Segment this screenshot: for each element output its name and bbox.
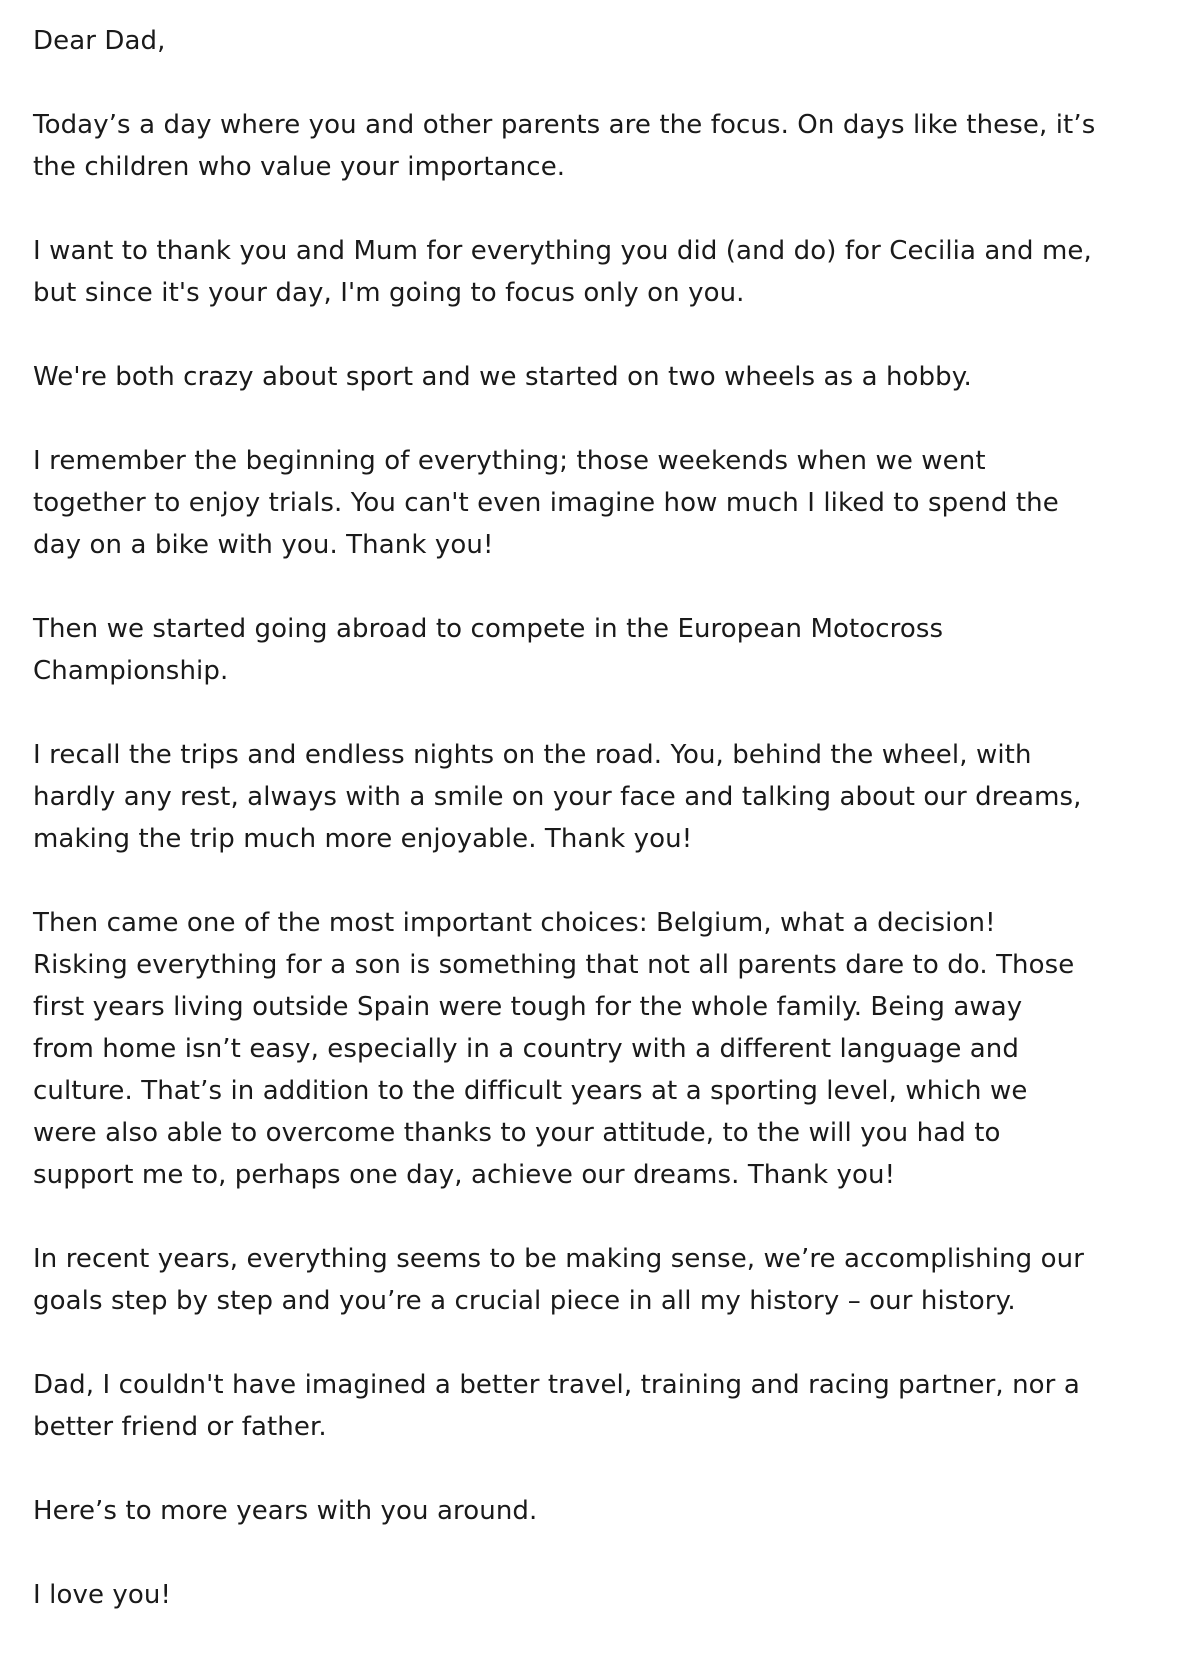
closing: I love you! [33, 1580, 172, 1610]
paragraph-line: support me to, perhaps one day, achieve our dreams. Thank you! [33, 1160, 896, 1190]
paragraph-line: the children who value your importance. [33, 152, 566, 182]
paragraph-line: were also able to overcome thanks to your attitude, to the will you had to [33, 1118, 1001, 1148]
paragraph-4 [33, 440, 1183, 566]
paragraph-line: first years living outside Spain were tough for the whole family. Being away [33, 992, 1023, 1022]
paragraph-3 [33, 356, 1183, 398]
paragraph-line: but since it's your day, I'm going to focus only on you. [33, 278, 745, 308]
salutation: Dear Dad, [33, 26, 166, 56]
paragraph-6 [33, 734, 1183, 860]
paragraph-line: Dad, I couldn't have imagined a better travel, training and racing partner, nor a [33, 1370, 1080, 1400]
paragraph-line: Then we started going abroad to compete in the European Motocross [33, 614, 944, 644]
paragraph-line: from home isn’t easy, especially in a country with a different language and [33, 1034, 1019, 1064]
paragraph-line: making the trip much more enjoyable. Thank you! [33, 824, 693, 854]
paragraph-9 [33, 1364, 1183, 1448]
paragraph-line: Here’s to more years with you around. [33, 1496, 538, 1526]
paragraph-5 [33, 608, 1183, 692]
paragraph-10 [33, 1490, 1183, 1532]
paragraph-line: culture. That’s in addition to the difficult years at a sporting level, which we [33, 1076, 1028, 1106]
paragraph-line: I want to thank you and Mum for everything you did (and do) for Cecilia and me, [33, 236, 1092, 266]
paragraph-line: hardly any rest, always with a smile on your face and talking about our dreams, [33, 782, 1082, 812]
paragraph-1 [33, 104, 1183, 188]
paragraph-line: In recent years, everything seems to be making sense, we’re accomplishing our [33, 1244, 1085, 1274]
paragraph-2 [33, 230, 1183, 314]
paragraph-line: I recall the trips and endless nights on the road. You, behind the wheel, with [33, 740, 1032, 770]
paragraph-line: Championship. [33, 656, 229, 686]
letter-body [33, 20, 1183, 1616]
paragraph-line: Today’s a day where you and other parents are the focus. On days like these, it’s [33, 110, 1096, 140]
paragraph-line: goals step by step and you’re a crucial piece in all my history – our history. [33, 1286, 1016, 1316]
paragraph-line: Risking everything for a son is something that not all parents dare to do. Those [33, 950, 1075, 980]
paragraph-8 [33, 1238, 1183, 1322]
paragraph-line: We're both crazy about sport and we started on two wheels as a hobby. [33, 362, 972, 392]
paragraph-line: Then came one of the most important choices: Belgium, what a decision! [33, 908, 996, 938]
paragraph-line: together to enjoy trials. You can't even imagine how much I liked to spend the [33, 488, 1059, 518]
paragraph-line: day on a bike with you. Thank you! [33, 530, 494, 560]
paragraph-line: I remember the beginning of everything; those weekends when we went [33, 446, 986, 476]
paragraph-line: better friend or father. [33, 1412, 327, 1442]
paragraph-7 [33, 902, 1183, 1196]
